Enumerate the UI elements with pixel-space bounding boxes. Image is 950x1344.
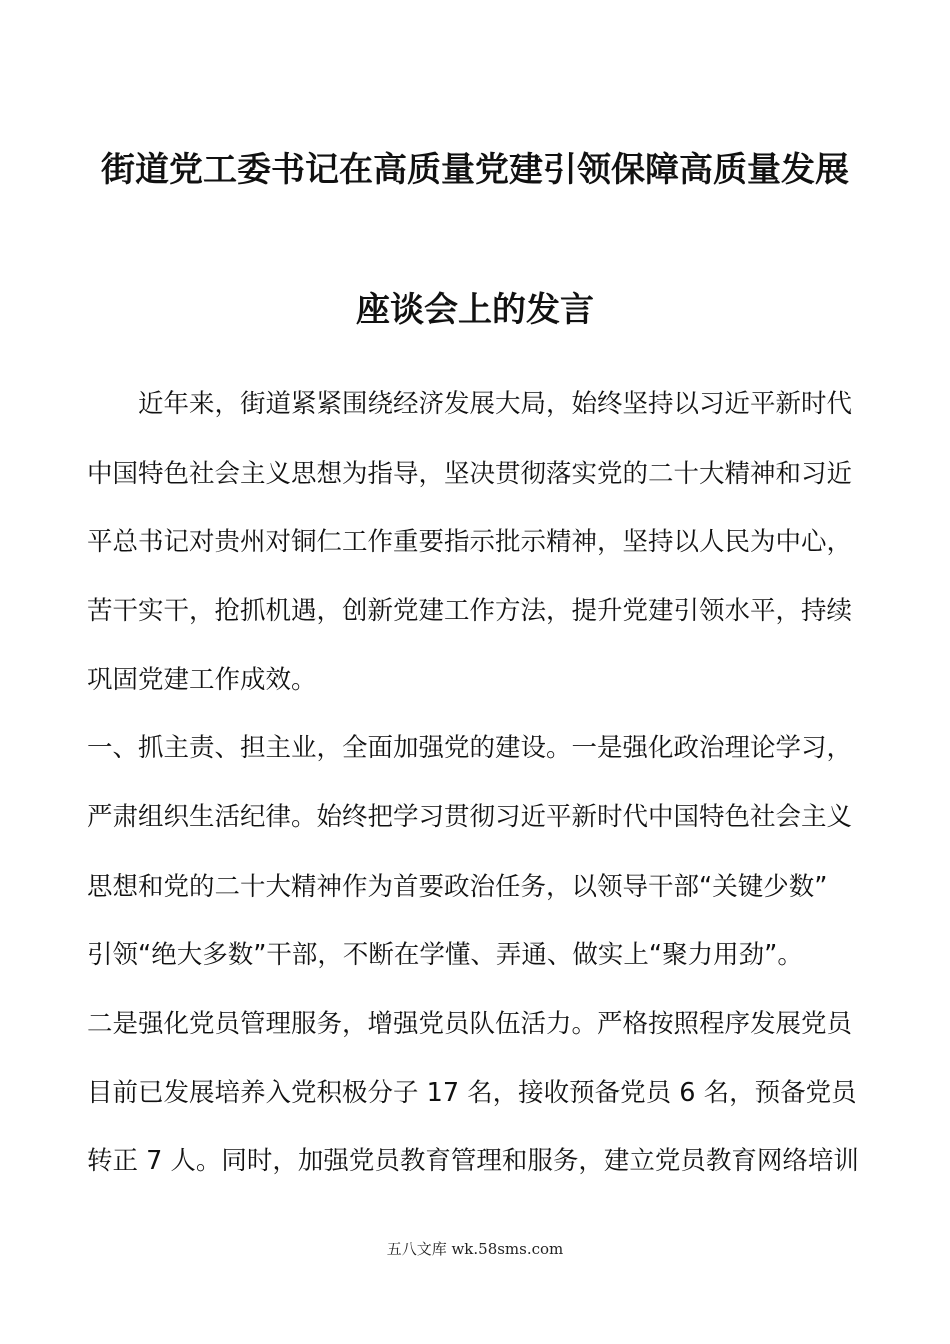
footer-watermark: 五八文库 wk.58sms.com [386, 1240, 564, 1258]
body-line-4: 苦干实干，抢抓机遇，创新党建工作方法，提升党建引领水平，持续 [87, 596, 853, 626]
body-line-7: 严肃组织生活纪律。始终把学习贯彻习近平新时代中国特色社会主义 [87, 802, 853, 832]
body-line-1: 近年来，街道紧紧围绕经济发展大局，始终坚持以习近平新时代 [87, 389, 853, 419]
body-line-10: 二是强化党员管理服务，增强党员队伍活力。严格按照程序发展党员 [87, 1009, 853, 1039]
body-line-5: 巩固党建工作成效。 [87, 665, 317, 695]
body-line-9: 引领“绝大多数”干部，不断在学懂、弄通、做实上“聚力用劲”。 [87, 940, 803, 970]
body-line-6: 一、抓主责、担主业，全面加强党的建设。一是强化政治理论学习， [87, 733, 853, 763]
document-title-line-1: 街道党工委书记在高质量党建引领保障高质量发展 [101, 150, 849, 190]
document-title-line-2: 座谈会上的发言 [356, 290, 594, 330]
body-line-11: 目前已发展培养入党积极分子 17 名，接收预备党员 6 名，预备党员 [87, 1078, 857, 1108]
body-line-2: 中国特色社会主义思想为指导，坚决贯彻落实党的二十大精神和习近 [87, 459, 853, 489]
body-line-8: 思想和党的二十大精神作为首要政治任务，以领导干部“关键少数” [87, 872, 828, 902]
body-line-3: 平总书记对贵州对铜仁工作重要指示批示精神，坚持以人民为中心， [87, 527, 853, 557]
body-line-12: 转正 7 人。同时，加强党员教育管理和服务，建立党员教育网络培训 [87, 1146, 859, 1176]
